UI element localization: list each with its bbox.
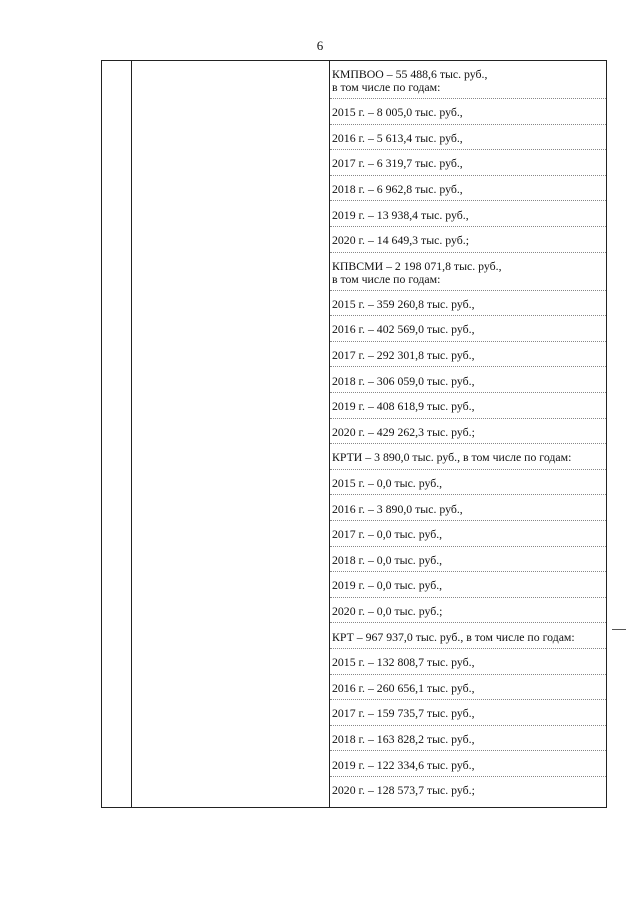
funding-row-text: 2016 г. – 5 613,4 тыс. руб.,	[332, 130, 463, 145]
funding-row	[330, 649, 606, 675]
funding-row-text: 2017 г. – 0,0 тыс. руб.,	[332, 527, 443, 542]
funding-row	[330, 726, 606, 752]
funding-row-text: 2015 г. – 132 808,7 тыс. руб.,	[332, 655, 475, 670]
funding-row-text: 2017 г. – 292 301,8 тыс. руб.,	[332, 348, 475, 363]
funding-row	[330, 777, 606, 803]
column-divider	[131, 61, 132, 807]
funding-row-text: 2017 г. – 159 735,7 тыс. руб.,	[332, 706, 475, 721]
funding-rows	[330, 61, 606, 807]
funding-row-text: 2018 г. – 163 828,2 тыс. руб.,	[332, 732, 475, 747]
funding-row-text: 2016 г. – 402 569,0 тыс. руб.,	[332, 322, 475, 337]
funding-row	[330, 316, 606, 342]
funding-row	[330, 751, 606, 777]
funding-row-text: КПВСМИ – 2 198 071,8 тыс. руб.,	[332, 258, 502, 273]
funding-row	[330, 598, 606, 624]
funding-row	[330, 547, 606, 573]
funding-row-text: КРТ – 967 937,0 тыс. руб., в том числе по годам:	[332, 629, 575, 644]
funding-row-text: 2019 г. – 0,0 тыс. руб.,	[332, 578, 443, 593]
margin-mark	[612, 629, 626, 630]
funding-row-text: КМПВОО – 55 488,6 тыс. руб.,	[332, 67, 488, 81]
funding-row-text: 2018 г. – 0,0 тыс. руб.,	[332, 552, 443, 567]
funding-row	[330, 700, 606, 726]
funding-row-text: 2018 г. – 306 059,0 тыс. руб.,	[332, 373, 475, 388]
funding-row-text: 2020 г. – 128 573,7 тыс. руб.;	[332, 783, 475, 798]
funding-row-text: 2020 г. – 0,0 тыс. руб.;	[332, 604, 443, 619]
funding-row	[330, 201, 606, 227]
funding-row-text: 2016 г. – 3 890,0 тыс. руб.,	[332, 501, 463, 516]
funding-row	[330, 419, 606, 445]
funding-row	[330, 291, 606, 317]
funding-row	[330, 342, 606, 368]
funding-row-text: 2019 г. – 13 938,4 тыс. руб.,	[332, 207, 469, 222]
funding-row	[330, 125, 606, 151]
funding-row-text: 2015 г. – 0,0 тыс. руб.,	[332, 476, 443, 491]
funding-row	[330, 470, 606, 496]
funding-row	[330, 623, 606, 649]
funding-row	[330, 675, 606, 701]
funding-row-text: КРТИ – 3 890,0 тыс. руб., в том числе по годам:	[332, 450, 572, 465]
funding-row	[330, 227, 606, 253]
page-number: 6	[316, 38, 324, 53]
funding-row-text: в том числе по годам:	[332, 271, 441, 286]
funding-row	[330, 367, 606, 393]
funding-row	[330, 176, 606, 202]
funding-row	[330, 495, 606, 521]
funding-row-text: в том числе по годам:	[332, 80, 441, 94]
funding-row-text: 2019 г. – 408 618,9 тыс. руб.,	[332, 399, 475, 414]
funding-row-text: 2020 г. – 14 649,3 тыс. руб.;	[332, 233, 469, 248]
funding-row	[330, 444, 606, 470]
funding-row-text: 2015 г. – 8 005,0 тыс. руб.,	[332, 105, 463, 120]
funding-row	[330, 253, 606, 291]
funding-row	[330, 61, 606, 99]
funding-row-text: 2015 г. – 359 260,8 тыс. руб.,	[332, 296, 475, 311]
funding-table	[101, 60, 607, 808]
funding-row-text: 2019 г. – 122 334,6 тыс. руб.,	[332, 757, 475, 772]
funding-row-text: 2020 г. – 429 262,3 тыс. руб.;	[332, 424, 475, 439]
funding-row	[330, 521, 606, 547]
funding-row-text: 2017 г. – 6 319,7 тыс. руб.,	[332, 156, 463, 171]
funding-row	[330, 150, 606, 176]
funding-row	[330, 393, 606, 419]
funding-row-text: 2016 г. – 260 656,1 тыс. руб.,	[332, 680, 475, 695]
funding-row-text: 2018 г. – 6 962,8 тыс. руб.,	[332, 182, 463, 197]
funding-row	[330, 572, 606, 598]
funding-row	[330, 99, 606, 125]
